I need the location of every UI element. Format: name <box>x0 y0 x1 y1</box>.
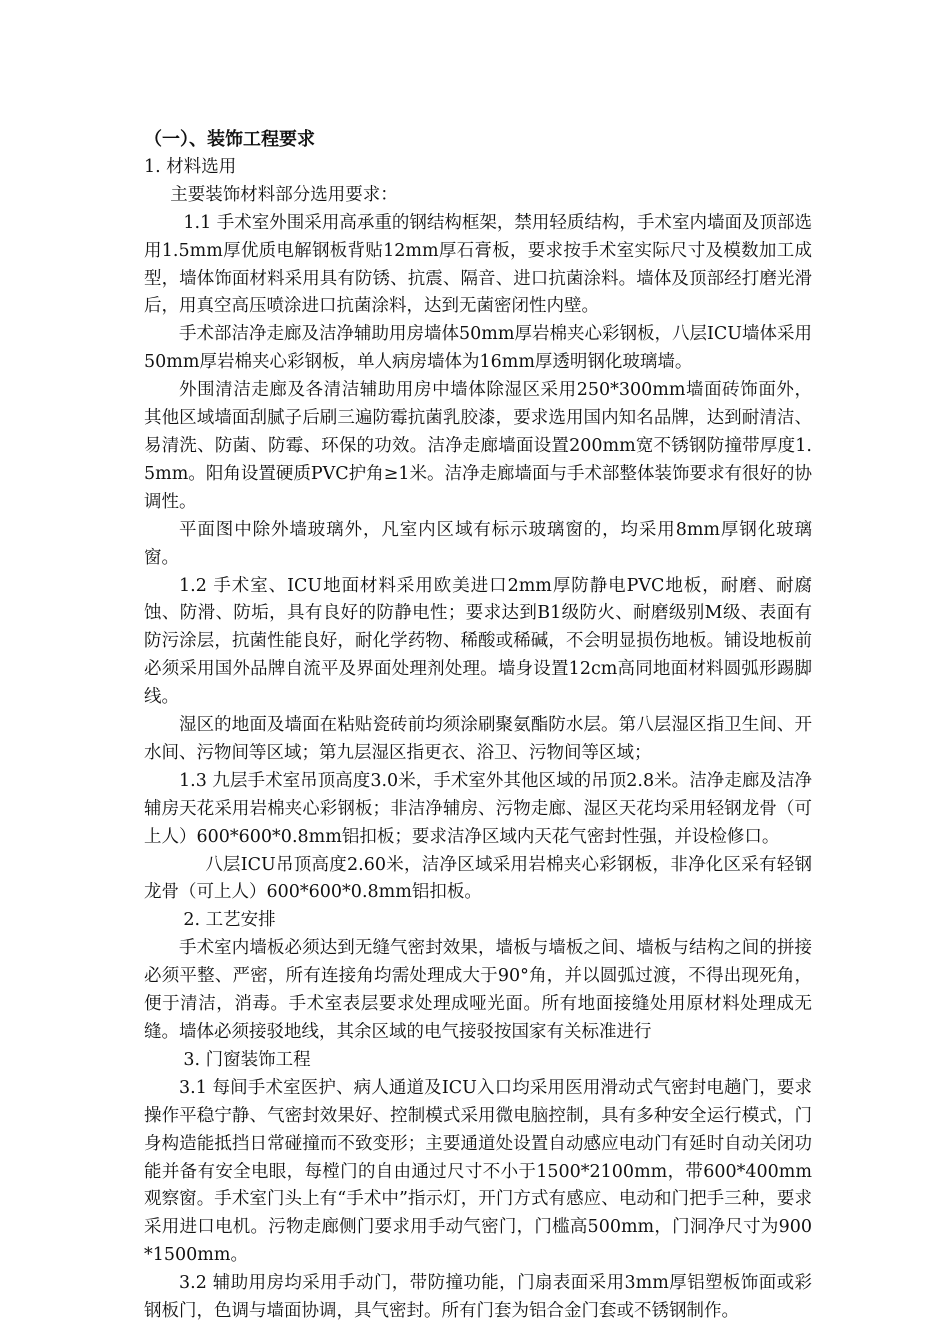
paragraph-process: 手术室内墙板必须达到无缝气密封效果，墙板与墙板之间、墙板与结构之间的拼接必须平整、严密，所有连接角均需处理成大于90°角，并以圆弧过渡，不得出现死角，便于清洁，消毒。手术室表层要求处理成哑光面。所有地面接缝处用原材料处理成无缝。墙体必须接驳地线，其余区域的电气接驳按国家有关标准进行 <box>144 938 812 1042</box>
paragraph-1-3: 1.3 九层手术室吊顶高度3.0米，手术室外其他区域的吊顶2.8米。洁净走廊及洁净辅房天花采用岩棉夹心彩钢板；非洁净辅房、污物走廊、湿区天花均采用轻钢龙骨（可上人）600*600*0.8mm铝扣板；要求洁净区域内天花气密封性强，并设检修口。 <box>144 770 812 847</box>
section-2-title: 2. 工艺安排 <box>183 910 276 931</box>
paragraph-icu-ceiling: 八层ICU吊顶高度2.60米，洁净区域采用岩棉夹心彩钢板，非净化区采有轻钢龙骨（可上人）600*600*0.8mm铝扣板。 <box>144 854 812 903</box>
paragraph-1-1: 1.1 手术室外围采用高承重的钢结构框架，禁用轻质结构，手术室内墙面及顶部选用1.5mm厚优质电解钢板背贴12mm厚石膏板，要求按手术室实际尺寸及模数加工成型，墙体饰面材料采用具有防锈、抗震、隔音、进口抗菌涂料。墙体及顶部经打磨光滑后，用真空高压喷涂进口抗菌涂料，达到无菌密闭性内壁。 <box>144 212 812 317</box>
paragraph-1-2: 1.2 手术室、ICU地面材料采用欧美进口2mm厚防静电PVC地板，耐磨、耐腐蚀、防滑、防垢，具有良好的防静电性；要求达到B1级防火、耐磨级别M级、表面有防污涂层，抗菌性能良好，耐化学药物、稀酸或稀碱，不会明显损伤地板。铺设地板前必须采用国外品牌自流平及界面处理剂处理。墙身设置12cm高同地面材料圆弧形踢脚线。 <box>144 575 812 708</box>
paragraph-3-2: 3.2 辅助用房均采用手动门，带防撞功能，门扇表面采用3mm厚铝塑板饰面或彩钢板门，色调与墙面协调，具气密封。所有门套为铝合金门套或不锈钢制作。 <box>144 1273 812 1322</box>
section-heading: （一）、装饰工程要求 <box>144 129 315 150</box>
paragraph-wet-area: 湿区的地面及墙面在粘贴瓷砖前均须涂刷聚氨酯防水层。第八层湿区指卫生间、开水间、污物间等区域；第九层湿区指更衣、浴卫、污物间等区域； <box>144 715 812 763</box>
intro-paragraph: 主要装饰材料部分选用要求： <box>170 184 398 205</box>
section-1-title: 1. 材料选用 <box>144 156 237 177</box>
paragraph-glass: 平面图中除外墙玻璃外，凡室内区域有标示玻璃窗的，均采用8mm厚钢化玻璃窗。 <box>144 519 812 568</box>
paragraph-outer-corridor: 外围清洁走廊及各清洁辅助用房中墙体除湿区采用250*300mm墙面砖饰面外，其他区域墙面刮腻子后刷三遍防霉抗菌乳胶漆，要求选用国内知名品牌，达到耐清洁、易清洗、防菌、防霉、环保的功效。洁净走廊墙面设置200mm宽不锈钢防撞带厚度1.5mm。阳角设置硬质PVC护角≥1米。洁净走廊墙面与手术部整体装饰要求有很好的协调性。 <box>144 380 812 512</box>
section-3-title: 3. 门窗装饰工程 <box>183 1049 311 1070</box>
document-body <box>144 126 812 1326</box>
paragraph-clean-corridor: 手术部洁净走廊及洁净辅助用房墙体50mm厚岩棉夹心彩钢板，八层ICU墙体采用50mm厚岩棉夹心彩钢板，单人病房墙体为16mm厚透明钢化玻璃墙。 <box>144 324 813 373</box>
paragraph-3-1: 3.1 每间手术室医护、病人通道及ICU入口均采用医用滑动式气密封电趟门，要求操作平稳宁静、气密封效果好、控制模式采用微电脑控制，具有多种安全运行模式，门身构造能抵挡日常碰撞而不致变形；主要通道处设置自动感应电动门有延时自动关闭功能并备有安全电眼，每樘门的自由通过尺寸不小于1500*2100mm，带600*400mm观察窗。手术室门头上有“手术中”指示灯，开门方式有感应、电动和门把手三种，要求采用进口电机。污物走廊侧门要求用手动气密门，门槛高500mm，门洞净尺寸为900*1500mm。 <box>144 1077 812 1266</box>
